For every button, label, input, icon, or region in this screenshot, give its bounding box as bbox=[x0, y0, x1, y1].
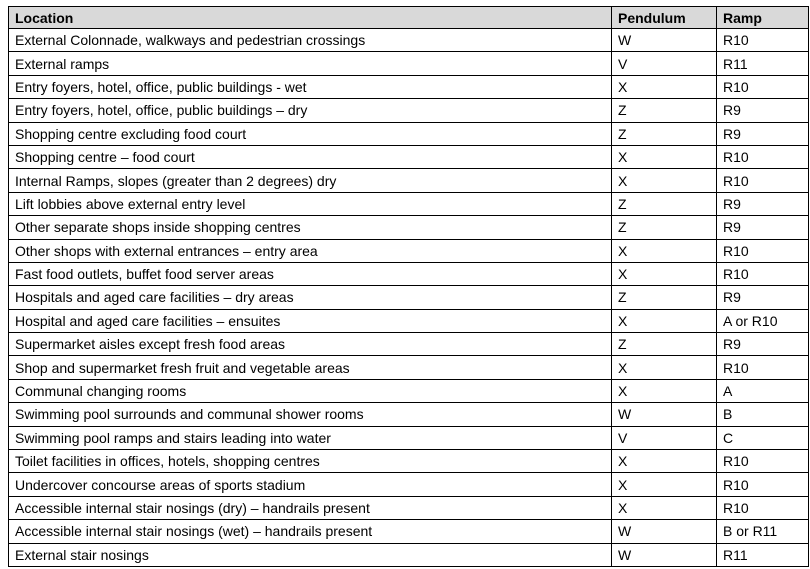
table-row bbox=[9, 216, 809, 239]
location-cell: Shopping centre excluding food court bbox=[9, 122, 612, 145]
location-cell: Internal Ramps, slopes (greater than 2 degrees) dry bbox=[9, 169, 612, 192]
table-row bbox=[9, 122, 809, 145]
pendulum-cell: X bbox=[612, 262, 717, 285]
table-row bbox=[9, 543, 809, 566]
ramp-cell: R10 bbox=[717, 29, 809, 52]
ramp-cell: R10 bbox=[717, 262, 809, 285]
table-header-row bbox=[9, 7, 809, 29]
table-body bbox=[9, 29, 809, 567]
pendulum-cell: X bbox=[612, 450, 717, 473]
header-ramp: Ramp bbox=[717, 7, 809, 29]
header-location: Location bbox=[9, 7, 612, 29]
pendulum-cell: X bbox=[612, 473, 717, 496]
location-cell: External ramps bbox=[9, 52, 612, 75]
ramp-cell: R10 bbox=[717, 473, 809, 496]
ramp-cell: R9 bbox=[717, 216, 809, 239]
location-cell: Entry foyers, hotel, office, public buildings – dry bbox=[9, 99, 612, 122]
location-cell: External Colonnade, walkways and pedestrian crossings bbox=[9, 29, 612, 52]
table-row bbox=[9, 99, 809, 122]
table-row bbox=[9, 473, 809, 496]
table-row bbox=[9, 403, 809, 426]
pendulum-cell: Z bbox=[612, 333, 717, 356]
table-row bbox=[9, 145, 809, 168]
location-cell: Fast food outlets, buffet food server areas bbox=[9, 262, 612, 285]
ramp-cell: C bbox=[717, 426, 809, 449]
slip-rating-table bbox=[8, 6, 809, 567]
table-row bbox=[9, 286, 809, 309]
ramp-cell: R10 bbox=[717, 145, 809, 168]
location-cell: Other shops with external entrances – entry area bbox=[9, 239, 612, 262]
table-row bbox=[9, 520, 809, 543]
table-row bbox=[9, 496, 809, 519]
ramp-cell: R10 bbox=[717, 496, 809, 519]
ramp-cell: R9 bbox=[717, 286, 809, 309]
header-pendulum: Pendulum bbox=[612, 7, 717, 29]
pendulum-cell: V bbox=[612, 426, 717, 449]
pendulum-cell: X bbox=[612, 379, 717, 402]
pendulum-cell: Z bbox=[612, 286, 717, 309]
location-cell: Accessible internal stair nosings (wet) – handrails present bbox=[9, 520, 612, 543]
location-cell: Shopping centre – food court bbox=[9, 145, 612, 168]
pendulum-cell: X bbox=[612, 75, 717, 98]
location-cell: Hospitals and aged care facilities – dry areas bbox=[9, 286, 612, 309]
pendulum-cell: X bbox=[612, 496, 717, 519]
table-row bbox=[9, 29, 809, 52]
ramp-cell: R11 bbox=[717, 543, 809, 566]
table-row bbox=[9, 379, 809, 402]
location-cell: Other separate shops inside shopping centres bbox=[9, 216, 612, 239]
location-cell: Lift lobbies above external entry level bbox=[9, 192, 612, 215]
pendulum-cell: Z bbox=[612, 216, 717, 239]
location-cell: Swimming pool surrounds and communal shower rooms bbox=[9, 403, 612, 426]
ramp-cell: R11 bbox=[717, 52, 809, 75]
pendulum-cell: X bbox=[612, 239, 717, 262]
ramp-cell: B bbox=[717, 403, 809, 426]
pendulum-cell: X bbox=[612, 169, 717, 192]
ramp-cell: R9 bbox=[717, 192, 809, 215]
table-row bbox=[9, 52, 809, 75]
ramp-cell: R10 bbox=[717, 450, 809, 473]
table-row bbox=[9, 450, 809, 473]
table-row bbox=[9, 262, 809, 285]
location-cell: Supermarket aisles except fresh food areas bbox=[9, 333, 612, 356]
ramp-cell: R9 bbox=[717, 122, 809, 145]
table-row bbox=[9, 192, 809, 215]
ramp-cell: B or R11 bbox=[717, 520, 809, 543]
pendulum-cell: Z bbox=[612, 99, 717, 122]
table-row bbox=[9, 426, 809, 449]
slip-rating-table-container bbox=[8, 6, 808, 567]
pendulum-cell: W bbox=[612, 403, 717, 426]
table-row bbox=[9, 239, 809, 262]
pendulum-cell: Z bbox=[612, 122, 717, 145]
table-row bbox=[9, 356, 809, 379]
table-row bbox=[9, 169, 809, 192]
table-row bbox=[9, 75, 809, 98]
ramp-cell: R10 bbox=[717, 239, 809, 262]
table-row bbox=[9, 309, 809, 332]
pendulum-cell: W bbox=[612, 543, 717, 566]
ramp-cell: R9 bbox=[717, 99, 809, 122]
pendulum-cell: W bbox=[612, 520, 717, 543]
location-cell: Communal changing rooms bbox=[9, 379, 612, 402]
pendulum-cell: X bbox=[612, 145, 717, 168]
pendulum-cell: V bbox=[612, 52, 717, 75]
ramp-cell: R10 bbox=[717, 169, 809, 192]
location-cell: External stair nosings bbox=[9, 543, 612, 566]
pendulum-cell: W bbox=[612, 29, 717, 52]
location-cell: Swimming pool ramps and stairs leading into water bbox=[9, 426, 612, 449]
pendulum-cell: X bbox=[612, 309, 717, 332]
ramp-cell: R10 bbox=[717, 356, 809, 379]
ramp-cell: R10 bbox=[717, 75, 809, 98]
ramp-cell: A bbox=[717, 379, 809, 402]
location-cell: Undercover concourse areas of sports stadium bbox=[9, 473, 612, 496]
location-cell: Hospital and aged care facilities – ensuites bbox=[9, 309, 612, 332]
pendulum-cell: Z bbox=[612, 192, 717, 215]
location-cell: Accessible internal stair nosings (dry) – handrails present bbox=[9, 496, 612, 519]
location-cell: Toilet facilities in offices, hotels, shopping centres bbox=[9, 450, 612, 473]
ramp-cell: A or R10 bbox=[717, 309, 809, 332]
location-cell: Shop and supermarket fresh fruit and vegetable areas bbox=[9, 356, 612, 379]
ramp-cell: R9 bbox=[717, 333, 809, 356]
location-cell: Entry foyers, hotel, office, public buildings - wet bbox=[9, 75, 612, 98]
table-row bbox=[9, 333, 809, 356]
pendulum-cell: X bbox=[612, 356, 717, 379]
